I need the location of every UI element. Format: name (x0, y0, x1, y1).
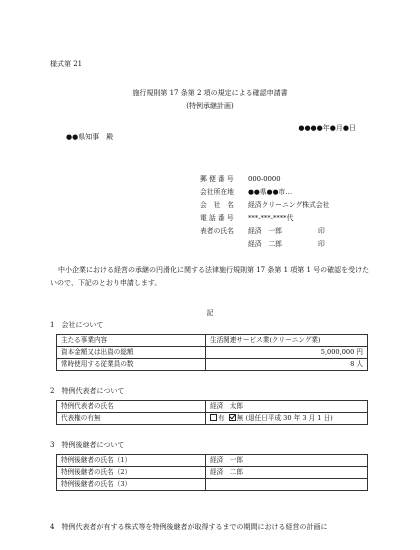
document-title: 施行規則第 17 条第 2 項の規定による確認申請書 (132, 89, 288, 97)
address-label: 会社所在地 (200, 188, 234, 196)
resignation-note: (退任日平成 30 年 3 月 1 日) (245, 414, 333, 423)
section3-heading: 3 特例後継者について (50, 441, 125, 449)
company-line (200, 202, 329, 210)
postal-code-line (200, 176, 281, 184)
table-cell-label: 特例代表者の氏名 (57, 401, 206, 413)
addressee: ●●県知事 殿 (66, 133, 114, 141)
table-row (57, 359, 368, 371)
representative-name-1: 経済 一郎 (248, 227, 282, 235)
seal-mark-2: 印 (318, 240, 325, 248)
body-paragraph: 中小企業における経営の承継の円滑化に関する法律施行規則第 17 条第 1 項第 1 号の確認を受けたいので、下記のとおり申請します。 (50, 266, 370, 287)
table-cell-value: 経済 太郎 (206, 401, 368, 413)
table-cell-value: 生活関連サービス業(クリーニング業) (206, 335, 368, 347)
phone-label: 電 話 番 号 (200, 214, 234, 222)
table-cell-label: 常時使用する従業員の数 (57, 359, 206, 371)
table-cell-label: 主たる事業内容 (57, 335, 206, 347)
section1-heading: 1 会社について (50, 321, 104, 329)
option-yes-label: 有 (218, 414, 225, 423)
table-row (57, 401, 368, 413)
representative-line-2 (200, 241, 325, 249)
table-cell-value: 経済 二郎 (206, 467, 368, 479)
table-cell-value: 経済 一郎 (206, 455, 368, 467)
postal-code-label: 郵 便 番 号 (200, 175, 234, 183)
checkbox-no[interactable] (229, 414, 236, 421)
company-label: 会 社 名 (200, 201, 234, 209)
company-table (56, 334, 368, 371)
table-row (57, 347, 368, 359)
address-line (200, 189, 292, 197)
checkbox-yes[interactable] (210, 414, 217, 421)
postal-code-value: 000-0000 (248, 175, 281, 183)
address-value: ●●県●●市… (248, 188, 293, 196)
table-cell-label: 特例後継者の氏名（3） (57, 479, 206, 491)
phone-line (200, 215, 293, 223)
table-row (57, 335, 368, 347)
representative-table (56, 400, 368, 425)
representative-name-2: 経済 二郎 (248, 240, 282, 248)
section2-heading: 2 特例代表者について (50, 387, 125, 395)
table-cell-label: 代表権の有無 (57, 413, 206, 425)
form-number: 様式第 21 (50, 60, 83, 68)
table-cell-label: 特例後継者の氏名（2） (57, 467, 206, 479)
table-row (57, 479, 368, 491)
table-row (57, 467, 368, 479)
representative-label: 表者の氏名 (200, 227, 234, 235)
phone-value: ***-***-****代 (248, 214, 294, 222)
table-row (57, 413, 368, 425)
table-cell-value (206, 413, 368, 425)
successor-table (56, 454, 368, 491)
section4-heading: 4 特例代表者が有する株式等を特例後継者が取得するまでの期間における経営の計画に (50, 523, 328, 531)
seal-mark-1: 印 (318, 227, 325, 235)
ki-heading: 記 (206, 309, 214, 317)
company-value: 経済クリーニング株式会社 (248, 201, 330, 209)
option-no-label: 無 (236, 414, 244, 423)
table-cell-label: 資本金額又は出資の総額 (57, 347, 206, 359)
representative-line-1 (200, 228, 325, 236)
table-cell-value: 5,000,000 円 (206, 347, 368, 359)
table-cell-value (206, 479, 368, 491)
table-cell-value: 8 人 (206, 359, 368, 371)
table-cell-label: 特例後継者の氏名（1） (57, 455, 206, 467)
table-row (57, 455, 368, 467)
application-date: ●●●●年●月●日 (298, 124, 356, 132)
document-subtitle: (特例承継計画) (186, 102, 234, 110)
